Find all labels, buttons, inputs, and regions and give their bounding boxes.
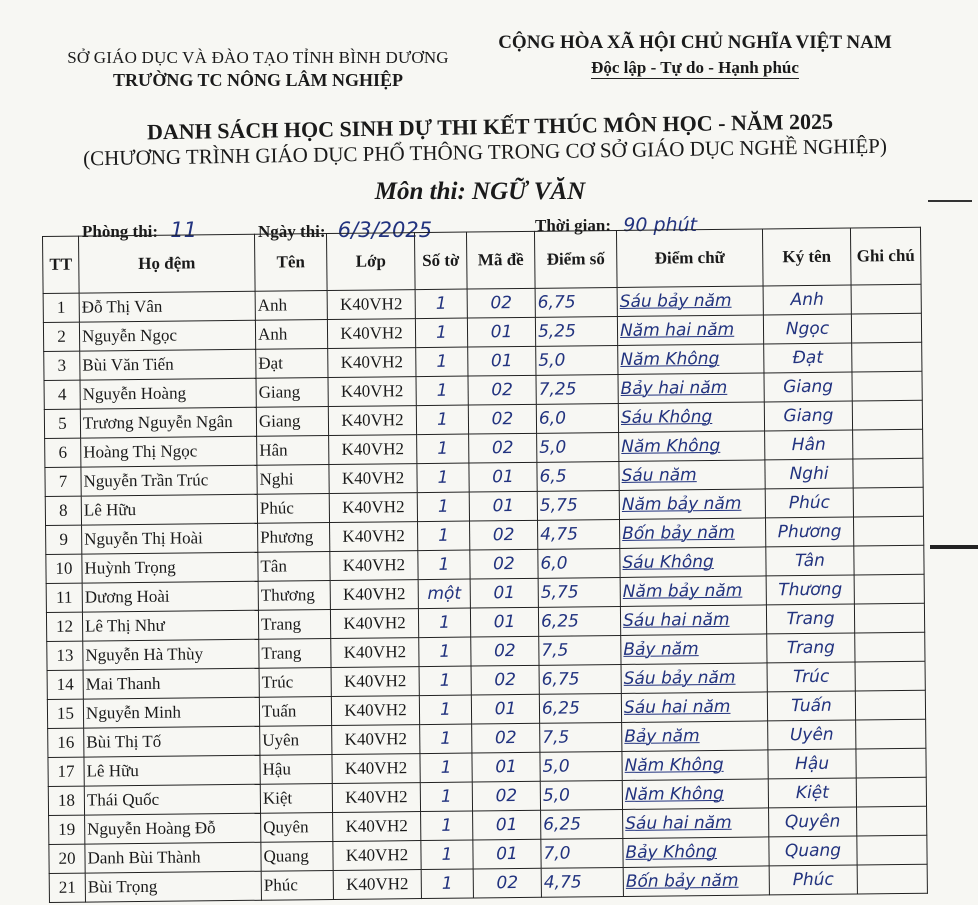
cell-ky-ten: Hân — [765, 430, 853, 460]
cell-ghi-chu — [855, 690, 925, 720]
cell-ma-de: 01 — [469, 462, 537, 492]
subject-title: Môn thi: NGỮ VĂN — [374, 178, 586, 205]
cell-ho-dem: Nguyễn Hoàng — [80, 378, 256, 409]
cell-ho-dem: Nguyễn Trần Trúc — [81, 465, 257, 496]
cell-ma-de: 01 — [467, 317, 535, 347]
cell-diem-chu: Sáu hai năm — [620, 605, 766, 636]
cell-lop: K40VH2 — [330, 580, 418, 610]
cell-ten: Trang — [258, 610, 330, 640]
cell-so-to: 1 — [419, 666, 471, 696]
cell-tt: 11 — [46, 583, 82, 612]
cell-diem-so: 5,75 — [537, 490, 619, 520]
cell-diem-chu: Bảy năm — [621, 634, 767, 665]
cell-so-to: 1 — [418, 521, 470, 551]
cell-diem-chu: Bốn bảy năm — [623, 866, 769, 897]
table-body — [43, 284, 927, 902]
issuer-block — [58, 48, 458, 91]
cell-ghi-chu — [852, 371, 922, 401]
cell-diem-chu: Sáu năm — [619, 460, 765, 491]
col-header-so-to: Số tờ — [414, 232, 467, 290]
cell-tt: 15 — [47, 699, 83, 728]
cell-tt: 8 — [45, 496, 81, 525]
cell-ho-dem: Lê Hữu — [81, 494, 257, 525]
cell-ten: Hân — [257, 436, 329, 466]
cell-ghi-chu — [853, 516, 923, 546]
cell-ma-de: 01 — [473, 839, 541, 869]
cell-ten: Kiệt — [260, 783, 332, 813]
cell-so-to: 1 — [417, 434, 469, 464]
cell-ky-ten: Hậu — [768, 749, 856, 779]
cell-so-to: 1 — [417, 492, 469, 522]
cell-ten: Nghi — [257, 465, 329, 495]
cell-ma-de: 01 — [470, 578, 538, 608]
cell-tt: 19 — [49, 815, 85, 844]
cell-tt: 1 — [43, 293, 79, 322]
cell-diem-so: 5,0 — [540, 751, 622, 781]
cell-tt: 9 — [46, 525, 82, 554]
cell-tt: 12 — [46, 612, 82, 641]
col-header-lop: Lớp — [326, 233, 415, 291]
cell-ghi-chu — [851, 313, 921, 343]
cell-ghi-chu — [856, 719, 926, 749]
cell-diem-chu: Bảy Không — [623, 837, 769, 868]
cell-ghi-chu — [857, 835, 927, 865]
cell-ghi-chu — [856, 748, 926, 778]
cell-ho-dem: Nguyễn Minh — [83, 697, 259, 728]
cell-ky-ten: Phúc — [769, 865, 857, 895]
cell-ky-ten: Tân — [766, 546, 854, 576]
cell-so-to: 1 — [418, 608, 470, 638]
cell-ma-de: 02 — [467, 288, 535, 318]
cell-lop: K40VH2 — [329, 464, 417, 494]
cell-ky-ten: Phúc — [765, 488, 853, 518]
cell-so-to: 1 — [420, 753, 472, 783]
cell-ma-de: 02 — [471, 636, 539, 666]
cell-ma-de: 01 — [469, 491, 537, 521]
cell-ho-dem: Trương Nguyễn Ngân — [80, 407, 256, 438]
cell-diem-so: 6,75 — [539, 664, 621, 694]
cell-ten: Giang — [256, 407, 328, 437]
col-header-ghi-chu: Ghi chú — [850, 227, 921, 285]
cell-ho-dem: Bùi Trọng — [85, 871, 261, 902]
cell-diem-so: 4,75 — [538, 519, 620, 549]
cell-diem-chu: Năm Không — [622, 750, 768, 781]
cell-tt: 17 — [48, 757, 84, 786]
cell-ghi-chu — [856, 777, 926, 807]
cell-ten: Quyên — [261, 812, 333, 842]
cell-ho-dem: Thái Quốc — [84, 784, 260, 815]
cell-ky-ten: Giang — [764, 401, 852, 431]
cell-so-to: 1 — [415, 318, 467, 348]
cell-diem-so: 5,75 — [538, 577, 620, 607]
cell-ho-dem: Nguyễn Hà Thùy — [83, 639, 259, 670]
cell-diem-so: 7,5 — [540, 722, 622, 752]
cell-ten: Tân — [258, 552, 330, 582]
cell-tt: 16 — [48, 728, 84, 757]
cell-lop: K40VH2 — [332, 783, 420, 813]
cell-lop: K40VH2 — [333, 841, 421, 871]
cell-diem-chu: Bốn bảy năm — [620, 518, 766, 549]
room-value: 11 — [170, 218, 198, 242]
cell-diem-so: 7,0 — [541, 838, 623, 868]
cell-so-to: 1 — [420, 724, 472, 754]
cell-so-to: 1 — [421, 840, 473, 870]
cell-lop: K40VH2 — [328, 406, 416, 436]
cell-lop: K40VH2 — [332, 725, 420, 755]
cell-ho-dem: Đỗ Thị Vân — [79, 291, 255, 322]
col-header-ho-dem: Họ đệm — [79, 234, 256, 293]
duration-value: 90 phút — [623, 214, 698, 236]
cell-ky-ten: Phương — [765, 517, 853, 547]
cell-ten: Uyên — [260, 725, 332, 755]
cell-diem-chu: Năm Không — [618, 344, 764, 375]
cell-ghi-chu — [857, 864, 927, 894]
cell-diem-so: 4,75 — [541, 867, 623, 897]
cell-so-to: 1 — [421, 869, 473, 899]
school-name: TRƯỜNG TC NÔNG LÂM NGHIỆP — [112, 70, 403, 90]
cell-diem-chu: Năm hai năm — [617, 315, 763, 346]
cell-so-to: 1 — [419, 637, 471, 667]
col-header-ma-de: Mã đề — [466, 231, 535, 289]
date-value: 6/3/2025 — [337, 218, 433, 242]
cell-ho-dem: Huỳnh Trọng — [82, 552, 258, 583]
motto: Độc lập - Tự do - Hạnh phúc — [591, 58, 799, 77]
cell-ky-ten: Quyên — [769, 807, 857, 837]
cell-ky-ten: Uyên — [768, 720, 856, 750]
cell-diem-chu: Sáu bảy năm — [621, 663, 767, 694]
cell-diem-chu: Bảy năm — [622, 721, 768, 752]
cell-so-to: 1 — [418, 550, 470, 580]
duration-label: Thời gian: — [535, 216, 612, 235]
cell-ghi-chu — [853, 458, 923, 488]
cell-ma-de: 01 — [470, 607, 538, 637]
cell-lop: K40VH2 — [333, 870, 421, 900]
cell-ten: Hậu — [260, 754, 332, 784]
margin-mark — [928, 200, 972, 202]
cell-ky-ten: Tuấn — [767, 691, 855, 721]
cell-lop: K40VH2 — [330, 522, 418, 552]
cell-ho-dem: Bùi Thị Tố — [84, 726, 260, 757]
col-header-ten: Tên — [254, 234, 327, 292]
cell-ghi-chu — [854, 603, 924, 633]
cell-tt: 10 — [46, 554, 82, 583]
cell-diem-so: 6,75 — [535, 287, 617, 317]
cell-so-to: một — [418, 579, 470, 609]
cell-ghi-chu — [855, 661, 925, 691]
cell-so-to: 1 — [416, 376, 468, 406]
cell-ghi-chu — [855, 632, 925, 662]
cell-so-to: 1 — [415, 289, 467, 319]
cell-diem-chu: Sáu bảy năm — [617, 286, 763, 317]
cell-diem-chu: Sáu hai năm — [621, 692, 767, 723]
cell-ho-dem: Nguyễn Hoàng Đỗ — [85, 813, 261, 844]
cell-diem-so: 6,25 — [539, 693, 621, 723]
cell-diem-so: 5,0 — [536, 345, 618, 375]
cell-lop: K40VH2 — [330, 551, 418, 581]
cell-diem-so: 7,5 — [539, 635, 621, 665]
cell-ky-ten: Anh — [763, 285, 851, 315]
cell-ky-ten: Thương — [766, 575, 854, 605]
cell-ten: Quang — [261, 841, 333, 871]
cell-ten: Giang — [256, 378, 328, 408]
cell-ky-ten: Giang — [764, 372, 852, 402]
cell-ho-dem: Nguyễn Ngọc — [79, 320, 255, 351]
cell-ma-de: 02 — [471, 665, 539, 695]
cell-ma-de: 02 — [468, 375, 536, 405]
cell-diem-so: 5,0 — [540, 780, 622, 810]
student-table — [42, 227, 928, 903]
cell-tt: 3 — [44, 351, 80, 380]
cell-diem-chu: Năm bảy năm — [620, 576, 766, 607]
cell-lop: K40VH2 — [328, 377, 416, 407]
document-subtitle: (CHƯƠNG TRÌNH GIÁO DỤC PHỔ THÔNG TRONG CƠ SỞ GIÁO DỤC NGHỀ NGHIỆP) — [82, 133, 888, 171]
cell-tt: 14 — [47, 670, 83, 699]
cell-tt: 7 — [45, 467, 81, 496]
cell-ho-dem: Lê Thị Như — [82, 610, 258, 641]
cell-ky-ten: Trang — [766, 604, 854, 634]
cell-ghi-chu — [852, 400, 922, 430]
cell-tt: 5 — [44, 409, 80, 438]
date-label: Ngày thi: — [258, 222, 326, 241]
cell-ky-ten: Ngọc — [763, 314, 851, 344]
cell-tt: 18 — [48, 786, 84, 815]
cell-ma-de: 02 — [468, 404, 536, 434]
cell-ghi-chu — [857, 806, 927, 836]
cell-ten: Phương — [258, 523, 330, 553]
cell-tt: 4 — [44, 380, 80, 409]
cell-ho-dem: Hoàng Thị Ngọc — [81, 436, 257, 467]
cell-ghi-chu — [854, 574, 924, 604]
cell-ten: Anh — [255, 291, 327, 321]
cell-ho-dem: Nguyễn Thị Hoài — [82, 523, 258, 554]
cell-diem-so: 6,0 — [536, 403, 618, 433]
cell-diem-chu: Sáu Không — [620, 547, 766, 578]
cell-ten: Đạt — [256, 349, 328, 379]
cell-diem-so: 5,0 — [537, 432, 619, 462]
cell-diem-chu: Sáu Không — [618, 402, 764, 433]
cell-ma-de: 02 — [472, 781, 540, 811]
cell-so-to: 1 — [417, 463, 469, 493]
cell-ten: Trúc — [259, 667, 331, 697]
cell-ghi-chu — [854, 545, 924, 575]
cell-diem-chu: Sáu hai năm — [623, 808, 769, 839]
cell-ten: Trang — [259, 638, 331, 668]
cell-diem-chu: Năm bảy năm — [619, 489, 765, 520]
cell-lop: K40VH2 — [328, 348, 416, 378]
cell-ten: Thương — [258, 581, 330, 611]
cell-tt: 13 — [47, 641, 83, 670]
cell-ky-ten: Kiệt — [768, 778, 856, 808]
cell-ghi-chu — [851, 284, 921, 314]
cell-tt: 21 — [49, 873, 85, 902]
margin-mark-2 — [930, 545, 978, 549]
cell-ho-dem: Bùi Văn Tiến — [80, 349, 256, 380]
cell-ghi-chu — [853, 429, 923, 459]
cell-ho-dem: Dương Hoài — [82, 581, 258, 612]
cell-diem-so: 6,25 — [538, 606, 620, 636]
col-header-diem-so: Điểm số — [534, 230, 617, 288]
col-header-ky-ten: Ký tên — [762, 228, 851, 286]
cell-ky-ten: Nghi — [765, 459, 853, 489]
cell-lop: K40VH2 — [327, 290, 415, 320]
cell-diem-so: 6,25 — [541, 809, 623, 839]
cell-so-to: 1 — [416, 405, 468, 435]
table-header-row — [43, 227, 922, 293]
cell-tt: 2 — [43, 322, 79, 351]
cell-lop: K40VH2 — [329, 435, 417, 465]
col-header-diem-chu: Điểm chữ — [616, 229, 763, 288]
cell-diem-so: 6,0 — [538, 548, 620, 578]
cell-tt: 6 — [45, 438, 81, 467]
cell-ten: Phúc — [261, 870, 333, 900]
cell-diem-chu: Năm Không — [622, 779, 768, 810]
cell-tt: 20 — [49, 844, 85, 873]
cell-diem-chu: Năm Không — [619, 431, 765, 462]
cell-ho-dem: Danh Bùi Thành — [85, 842, 261, 873]
country-name: CỘNG HÒA XÃ HỘI CHỦ NGHĨA VIỆT NAM — [498, 32, 892, 53]
cell-so-to: 1 — [416, 347, 468, 377]
cell-ky-ten: Đạt — [764, 343, 852, 373]
cell-ten: Anh — [255, 320, 327, 350]
cell-lop: K40VH2 — [331, 638, 419, 668]
cell-ten: Tuấn — [259, 696, 331, 726]
national-header — [480, 32, 910, 79]
cell-ghi-chu — [852, 342, 922, 372]
cell-ma-de: 01 — [471, 694, 539, 724]
cell-lop: K40VH2 — [330, 609, 418, 639]
cell-lop: K40VH2 — [329, 493, 417, 523]
cell-ky-ten: Trang — [767, 633, 855, 663]
cell-ma-de: 02 — [472, 723, 540, 753]
cell-diem-so: 7,25 — [536, 374, 618, 404]
cell-ho-dem: Mai Thanh — [83, 668, 259, 699]
cell-lop: K40VH2 — [331, 696, 419, 726]
cell-lop: K40VH2 — [332, 754, 420, 784]
cell-ma-de: 01 — [473, 810, 541, 840]
cell-lop: K40VH2 — [331, 667, 419, 697]
cell-ky-ten: Quang — [769, 836, 857, 866]
cell-diem-chu: Bảy hai năm — [618, 373, 764, 404]
cell-ma-de: 01 — [468, 346, 536, 376]
cell-ghi-chu — [853, 487, 923, 517]
room-label: Phòng thi: — [82, 222, 159, 241]
cell-so-to: 1 — [421, 811, 473, 841]
cell-ma-de: 02 — [469, 433, 537, 463]
cell-ma-de: 02 — [473, 868, 541, 898]
cell-lop: K40VH2 — [333, 812, 421, 842]
cell-ky-ten: Trúc — [767, 662, 855, 692]
col-header-tt: TT — [43, 236, 80, 293]
cell-so-to: 1 — [420, 782, 472, 812]
cell-ma-de: 02 — [470, 549, 538, 579]
cell-ma-de: 01 — [472, 752, 540, 782]
cell-ho-dem: Lê Hữu — [84, 755, 260, 786]
cell-ten: Phúc — [257, 494, 329, 524]
cell-diem-so: 6,5 — [537, 461, 619, 491]
cell-diem-so: 5,25 — [535, 316, 617, 346]
cell-so-to: 1 — [419, 695, 471, 725]
department-name: SỞ GIÁO DỤC VÀ ĐÀO TẠO TỈNH BÌNH DƯƠNG — [67, 48, 449, 67]
cell-lop: K40VH2 — [327, 319, 415, 349]
document-title: DANH SÁCH HỌC SINH DỰ THI KẾT THÚC MÔN HỌC - NĂM 2025 — [146, 108, 834, 145]
cell-ma-de: 02 — [470, 520, 538, 550]
